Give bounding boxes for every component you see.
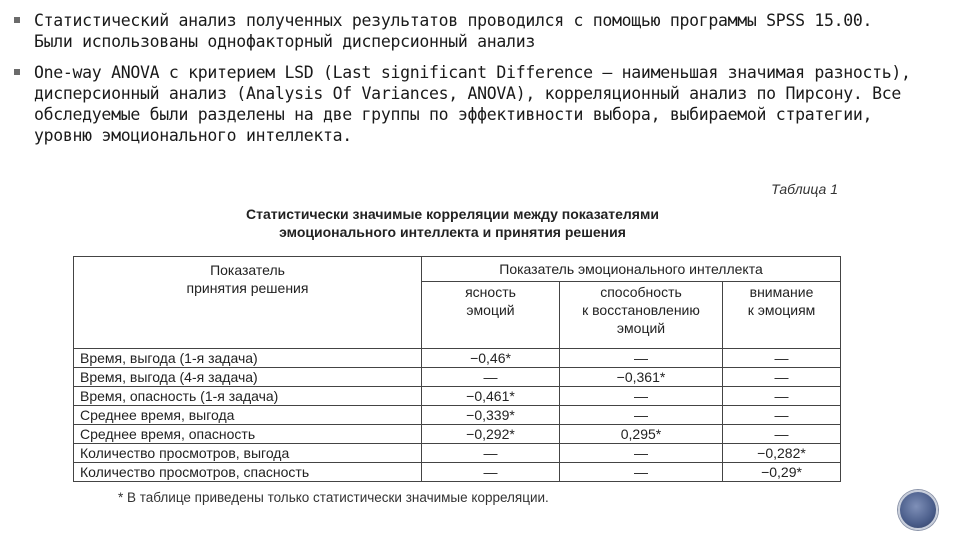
row-label: Среднее время, выгода — [74, 406, 422, 425]
column-header-clarity — [422, 282, 560, 349]
column-header-attention — [723, 282, 841, 349]
cell-recovery: — — [560, 406, 723, 425]
cell-clarity: −0,292* — [422, 425, 560, 444]
bullet-2-line-3: обследуемые были разделены на две группы по эффективности выбора, выбираемой стратегии, — [34, 105, 873, 124]
col1-line-2: эмоций — [466, 302, 515, 318]
bullet-item-1 — [14, 10, 944, 52]
col3-line-1: внимание — [749, 284, 814, 300]
bullet-1-line-1: Статистический анализ полученных результатов проводился с помощью программы SPSS 15.00. — [34, 11, 873, 30]
cell-recovery: −0,361* — [560, 368, 723, 387]
table-row — [74, 463, 841, 482]
bullet-marker — [14, 69, 20, 75]
table-title-line-1: Статистически значимые корреляции между показателями — [246, 206, 659, 222]
table-caption: Таблица 1 — [771, 181, 838, 197]
table-row — [74, 444, 841, 463]
col2-line-1: способность — [600, 284, 682, 300]
row-label: Количество просмотров, спасность — [74, 463, 422, 482]
table-title — [0, 205, 905, 241]
cell-recovery: — — [560, 349, 723, 368]
bullet-1-line-2: Были использованы однофакторный дисперсионный анализ — [34, 32, 535, 51]
header-decision-indicator — [74, 257, 422, 349]
cell-attention: — — [723, 425, 841, 444]
bullet-item-2 — [14, 62, 944, 146]
col1-line-1: ясность — [465, 284, 516, 300]
cell-attention: — — [723, 349, 841, 368]
table-row — [74, 425, 841, 444]
header-left-line-2: принятия решения — [186, 280, 309, 296]
row-label: Время, выгода (1-я задача) — [74, 349, 422, 368]
row-label: Среднее время, опасность — [74, 425, 422, 444]
table-row — [74, 406, 841, 425]
cell-attention: −0,282* — [723, 444, 841, 463]
bullet-list — [14, 10, 944, 156]
table-footnote: * В таблице приведены только статистически значимые корреляции. — [118, 490, 549, 505]
column-header-recovery — [560, 282, 723, 349]
correlation-table — [73, 256, 841, 482]
cell-clarity: — — [422, 463, 560, 482]
cell-attention: — — [723, 368, 841, 387]
col2-line-3: эмоций — [616, 320, 666, 336]
bullet-marker — [14, 17, 20, 23]
bullet-2-line-4: уровню эмоционального интеллекта. — [34, 126, 352, 145]
cell-clarity: — — [422, 368, 560, 387]
cell-attention: — — [723, 387, 841, 406]
row-label: Время, опасность (1-я задача) — [74, 387, 422, 406]
col3-line-2: к эмоциям — [747, 302, 816, 318]
table-row — [74, 349, 841, 368]
table-row — [74, 387, 841, 406]
slide-logo-badge — [898, 490, 938, 530]
cell-recovery: — — [560, 463, 723, 482]
row-label: Количество просмотров, выгода — [74, 444, 422, 463]
table-title-line-2: эмоционального интеллекта и принятия решения — [279, 224, 626, 240]
cell-clarity: −0,46* — [422, 349, 560, 368]
table-row — [74, 368, 841, 387]
bullet-2-line-1: One-way ANOVA с критерием LSD (Last significant Difference — наименьшая значимая разность), — [34, 63, 911, 82]
cell-recovery: — — [560, 444, 723, 463]
row-label: Время, выгода (4-я задача) — [74, 368, 422, 387]
cell-attention: −0,29* — [723, 463, 841, 482]
cell-clarity: −0,339* — [422, 406, 560, 425]
bullet-2-line-2: дисперсионный анализ (Analysis Of Variances, ANOVA), корреляционный анализ по Пирсону. Все — [34, 84, 902, 103]
cell-clarity: — — [422, 444, 560, 463]
cell-recovery: — — [560, 387, 723, 406]
cell-clarity: −0,461* — [422, 387, 560, 406]
header-emotional-intelligence: Показатель эмоционального интеллекта — [422, 257, 841, 282]
header-left-line-1: Показатель — [210, 262, 285, 278]
cell-attention: — — [723, 406, 841, 425]
cell-recovery: 0,295* — [560, 425, 723, 444]
col2-line-2: к восстановлению — [582, 302, 700, 318]
